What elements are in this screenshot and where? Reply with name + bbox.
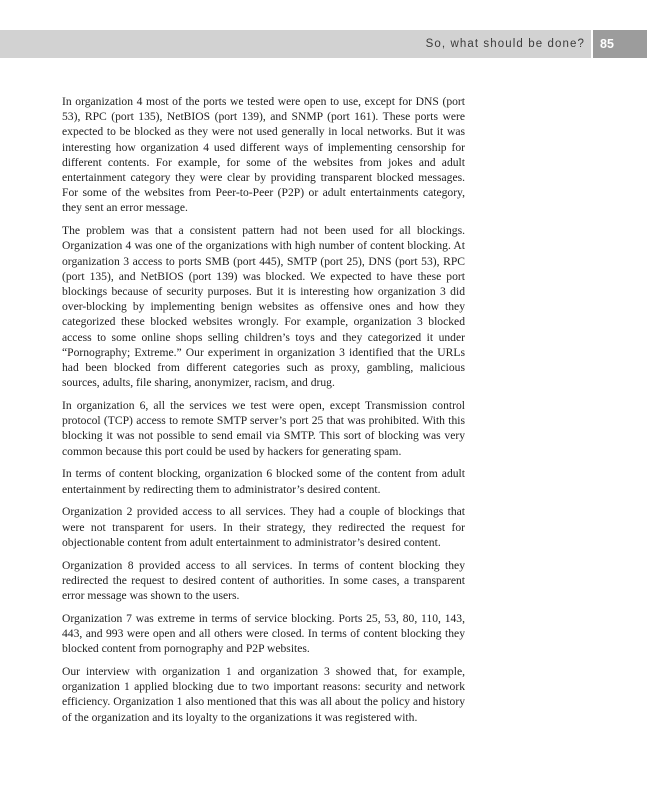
paragraph-organization-7: Organization 7 was extreme in terms of service blocking. Ports 25, 53, 80, 110, 143, 443, and 993 were open and all others were closed. In terms of content blocking they blocked content from pornography and P2P websites. [62, 611, 465, 656]
paragraph-consistent-pattern: The problem was that a consistent pattern had not been used for all blockings. Organization 4 was one of the organizations with high number of content blocking. At organization 3 access to ports SMB (port 445), SMTP (port 25), DNS (port 53), RPC (port 135), and NetBIOS (port 139) was blocked. We expected to have these port blockings because of security purposes. But it is interesting how organization 3 did over-blocking by implementing benign websites as offensive ones and how they categorized these blocked websites wrongly. For example, organization 3 blocked access to some online shops selling children’s toys and they categorized it under “Pornography; Extreme.” Our experiment in organization 3 identified that the URLs had been blocked from different categories such as proxy, gambling, malicious sources, adults, file sharing, anonymizer, racism, and drug. [62, 224, 465, 390]
paragraph-interview: Our interview with organization 1 and organization 3 showed that, for example, organization 1 applied blocking due to two important reasons: security and network efficiency. Organization 1 also mentioned that this was all about the policy and history of the organization and its loyalty to the organizations it was registered with. [62, 665, 465, 724]
paragraph-organization-4: In organization 4 most of the ports we tested were open to use, except for DNS (port 53), RPC (port 135), NetBIOS (port 139), and SNMP (port 161). These ports were expected to be blocked as they were not used generally in local networks. But it was interesting how organization 4 used different ways of implementing censorship for different contents. For example, for some of the websites from jokes and adult entertainment category they were clear by providing transparent blocked messages. For some of the websites from Peer-to-Peer (P2P) or adult entertainments category, they sent an error message. [62, 95, 465, 215]
paragraph-organization-6: In organization 6, all the services we test were open, except Transmission control protocol (TCP) access to remote SMTP server’s port 25 that was prohibited. With this blocking it was not possible to send email via SMTP. This sort of blocking was very common because this port could be used by hackers for generating spam. [62, 399, 465, 458]
body-text [62, 94, 465, 732]
paragraph-organization-6-content: In terms of content blocking, organization 6 blocked some of the content from adult entertainment by redirecting them to administrator’s desired content. [62, 467, 465, 496]
page-number: 85 [600, 37, 614, 51]
paragraph-organization-8: Organization 8 provided access to all services. In terms of content blocking they redirected the request to desired content of authorities. In some cases, a transparent error message was shown to the users. [62, 558, 465, 603]
running-header-title: So, what should be done? [425, 38, 585, 50]
paragraph-organization-2: Organization 2 provided access to all services. They had a couple of blockings that were not transparent for users. In their strategy, they redirected the request for objectionable content from adult entertainment to administrator’s desired content. [62, 505, 465, 549]
